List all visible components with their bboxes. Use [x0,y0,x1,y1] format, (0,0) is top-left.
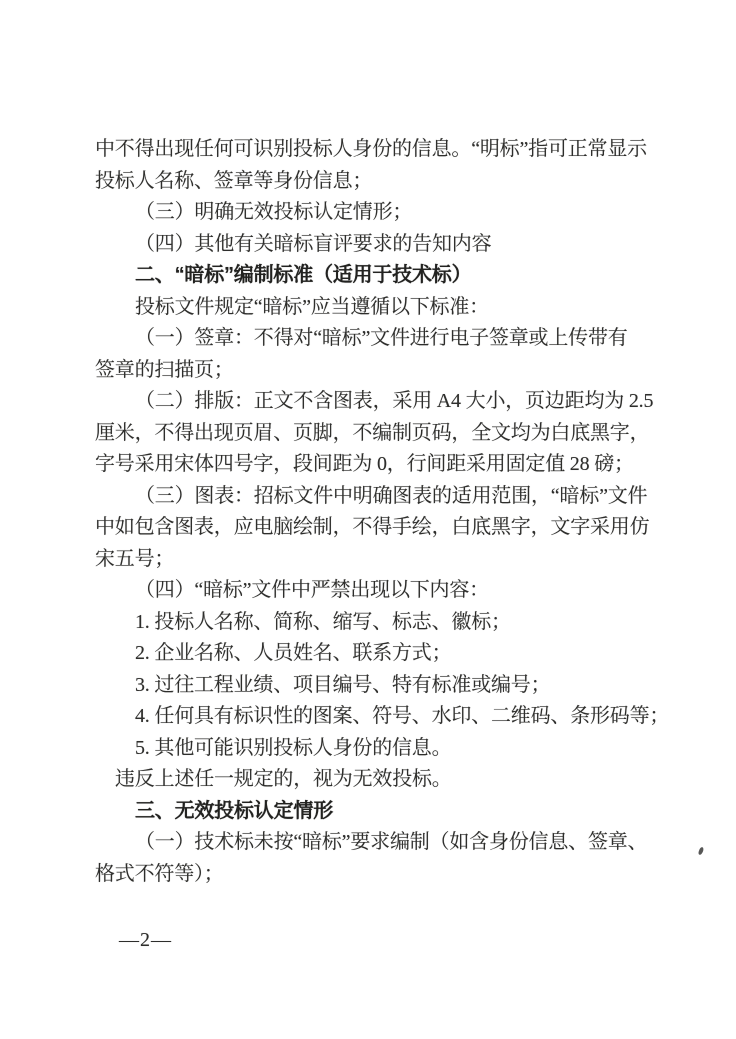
text-line: 3. 过往工程业绩、项目编号、特有标准或编号； [135,673,551,696]
section-heading: 二、“暗标”编制标准（适用于技术标） [135,264,472,286]
text-line: （一）签章：不得对“暗标”文件进行电子签章或上传带有 [135,327,628,349]
text-line: （三）明确无效投标认定情形； [135,201,413,223]
text-line: 投标文件规定“暗标”应当遵循以下标准： [135,295,489,318]
text-line: 中不得出现任何可识别投标人身份的信息。“明标”指可正常显示 [95,138,647,160]
text-line: 违反上述任一规定的，视为无效投标。 [115,768,452,790]
text-line: 中如包含图表，应电脑绘制，不得手绘，白底黑字，文字采用仿 [95,516,650,538]
text-line: 2. 企业名称、人员姓名、联系方式； [135,642,452,664]
text-line: （二）排版：正文不含图表，采用 A4 大小，页边距均为 2.5 [135,390,654,412]
text-line: 厘米，不得出现页眉、页脚，不编制页码，全文均为白底黑字， [95,421,650,444]
text-line: 宋五号； [95,547,175,570]
text-line: 4. 任何具有标识性的图案、符号、水印、二维码、条形码等； [135,705,670,727]
section-heading: 三、无效投标认定情形 [135,799,333,822]
text-line: 签章的扫描页； [95,358,234,381]
text-line: （四）“暗标”文件中严禁出现以下内容： [135,579,489,601]
text-line: 5. 其他可能识别投标人身份的信息。 [135,736,452,759]
ink-speck [698,847,704,856]
document-content [95,134,670,890]
page-number: —2— [119,929,172,951]
text-line: （四）其他有关暗标盲评要求的告知内容 [135,232,492,255]
text-line: （一）技术标未按“暗标”要求编制（如含身份信息、签章、 [135,831,648,853]
text-line: （三）图表：招标文件中明确图表的适用范围，“暗标”文件 [135,484,648,507]
text-line: 字号采用宋体四号字，段间距为 0，行间距采用固定值 28 磅； [95,453,634,475]
text-line: 1. 投标人名称、简称、缩写、标志、徽标； [135,610,511,633]
text-line: 投标人名称、签章等身份信息； [95,169,373,192]
text-line: 格式不符等）； [95,862,224,885]
